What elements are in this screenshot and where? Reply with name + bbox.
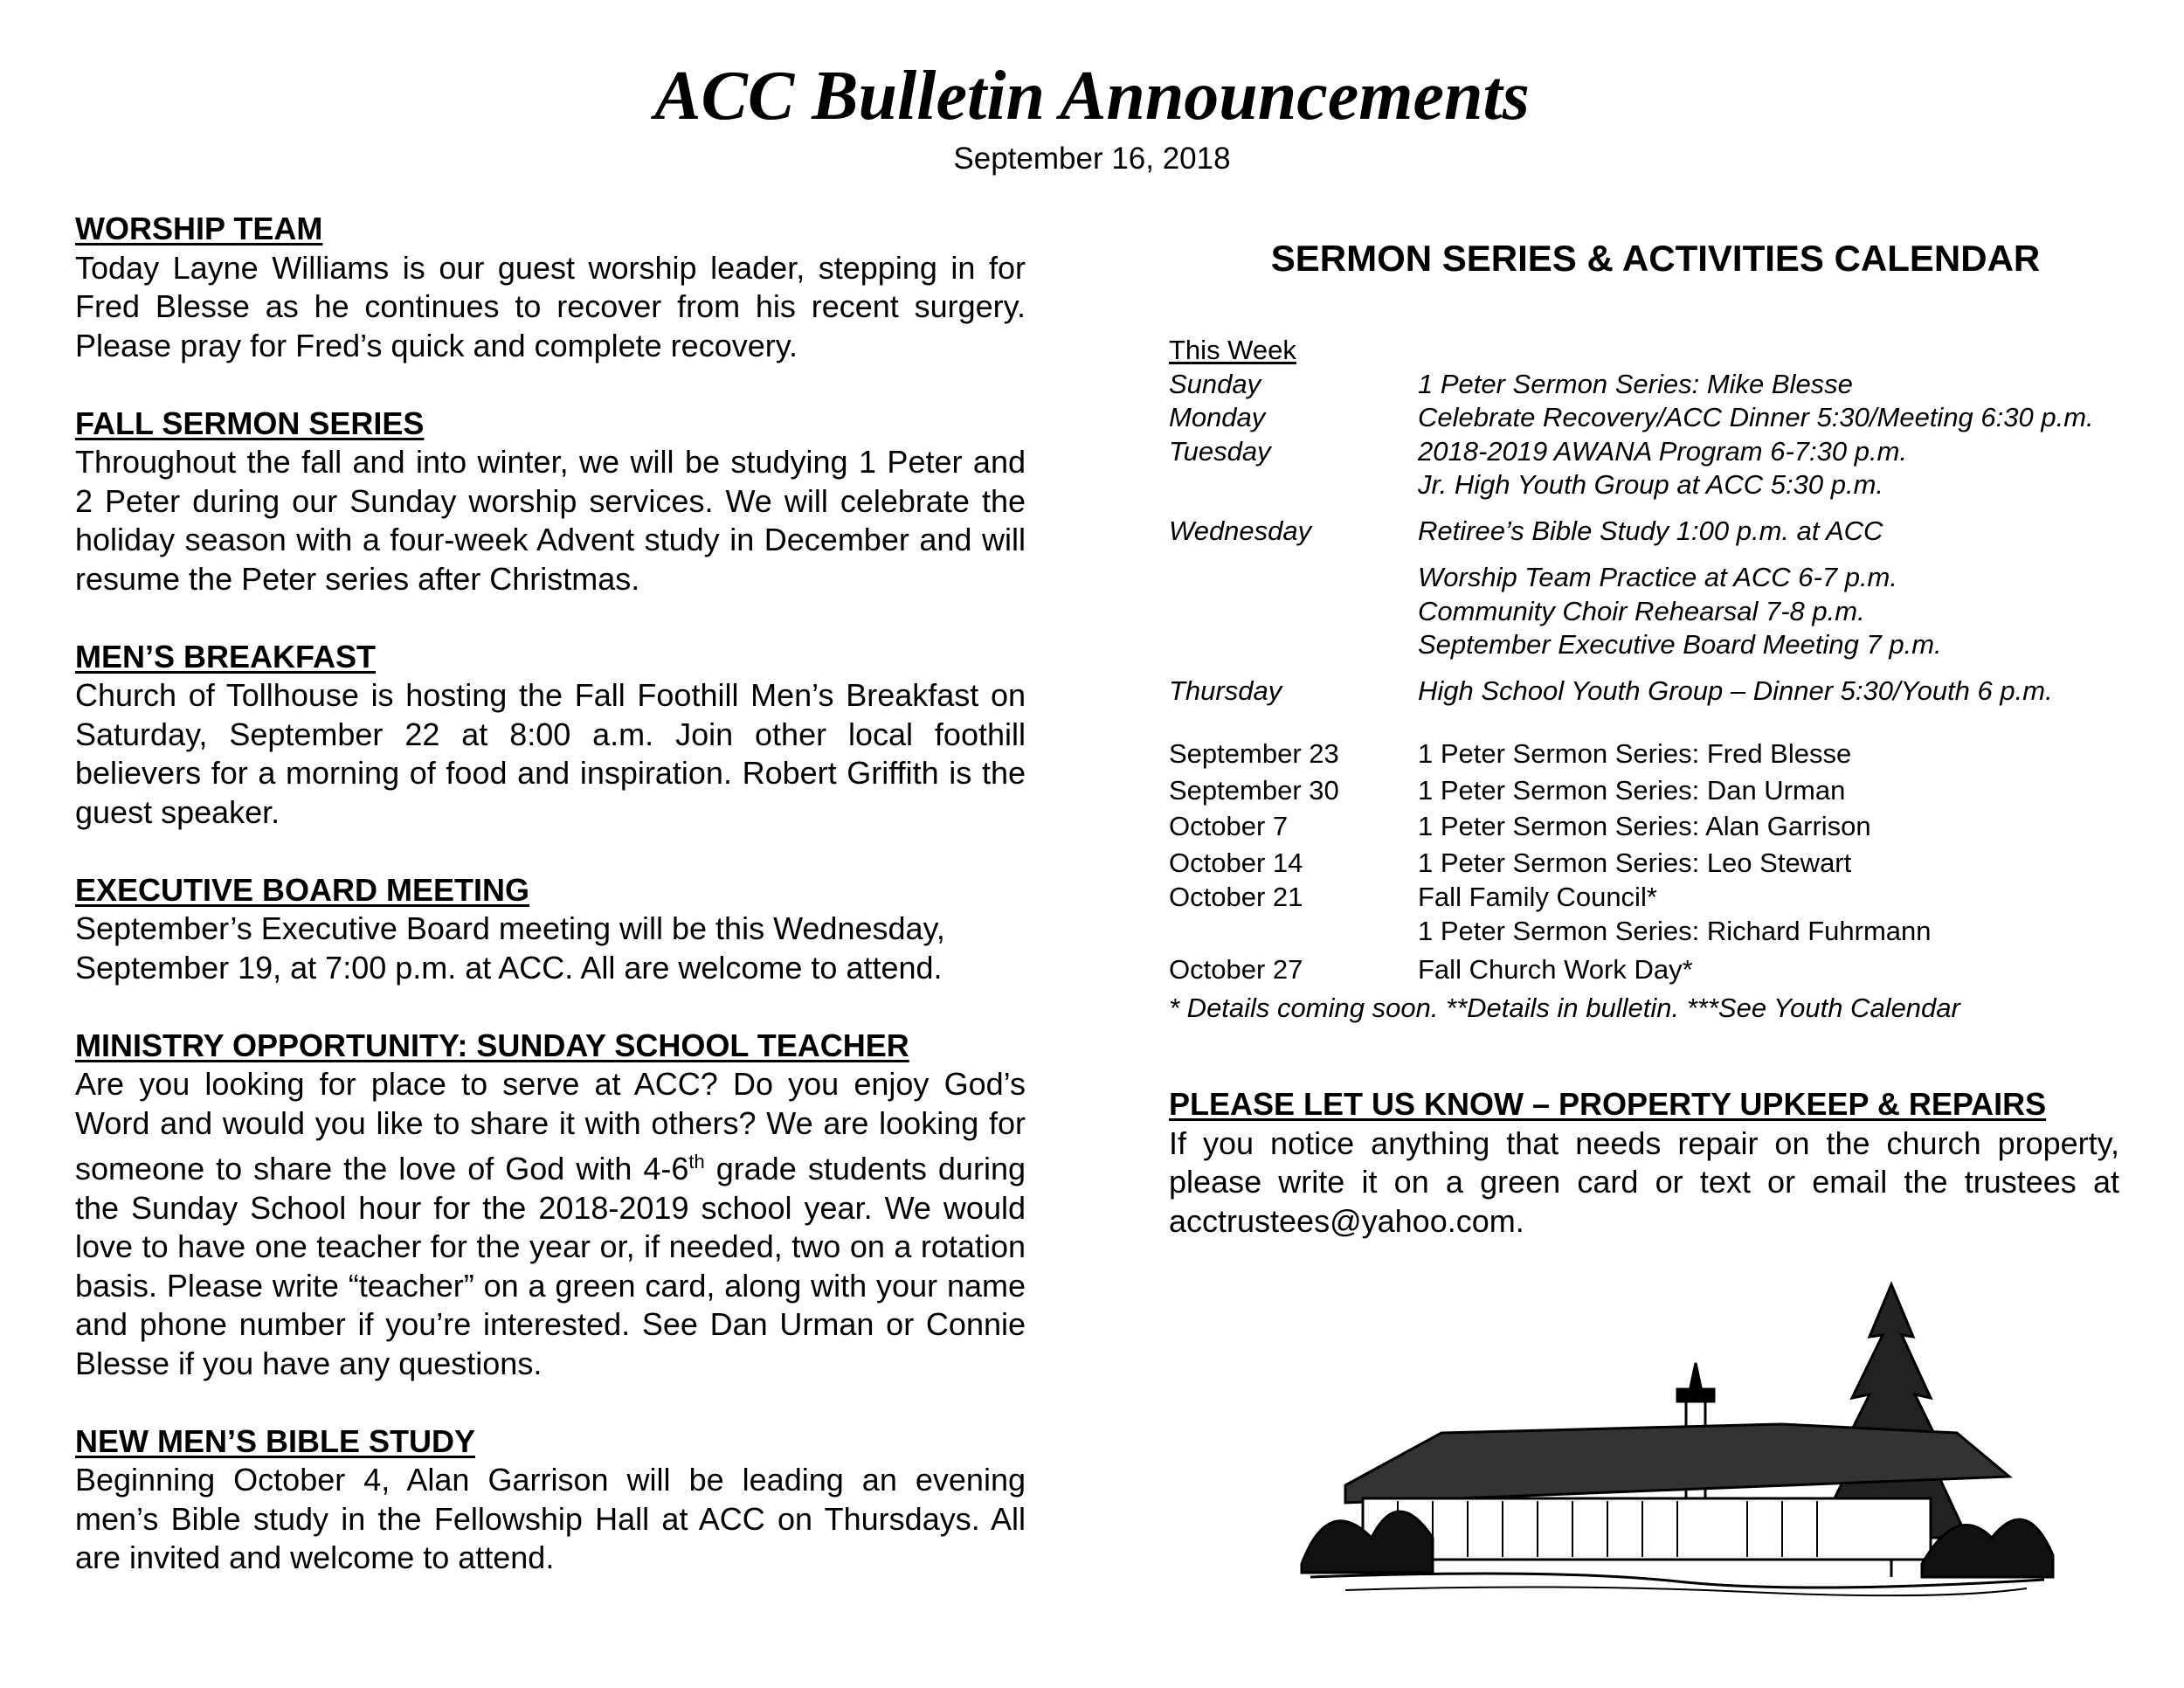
calendar-day: Sunday xyxy=(1169,368,1261,399)
ministry-opportunity-section xyxy=(75,1027,1026,1384)
calendar-event: Retiree’s Bible Study 1:00 p.m. at ACC xyxy=(1418,515,1883,546)
calendar-event: Fall Church Work Day* xyxy=(1418,954,1693,985)
bulletin-title: ACC Bulletin Announcements xyxy=(654,58,1530,135)
church-illustration xyxy=(1293,1276,2062,1608)
section-body: If you notice anything that needs repair on the church property, please write it on a green card or text or email the trustees at acctrustees@yahoo.com. xyxy=(1169,1124,2119,1239)
calendar-row xyxy=(1169,951,2165,988)
section-heading: NEW MEN’S BIBLE STUDY xyxy=(75,1422,476,1459)
section-heading: MINISTRY OPPORTUNITY: SUNDAY SCHOOL TEACHER xyxy=(75,1027,909,1063)
section-heading: WORSHIP TEAM xyxy=(75,211,323,246)
calendar-date: October 27 xyxy=(1169,954,1303,985)
calendar-row xyxy=(1169,881,2165,948)
calendar-row xyxy=(1169,772,2165,809)
property-section xyxy=(1169,1085,2119,1241)
calendar-event: High School Youth Group – Dinner 5:30/Youth 6 p.m. xyxy=(1418,675,2053,706)
section-body: September’s Executive Board meeting will be this Wednesday, September 19, at 7:00 p.m. at ACC. All are welcome to attend. xyxy=(75,910,945,986)
calendar-event: 1 Peter Sermon Series: Alan Garrison xyxy=(1418,811,1871,841)
calendar-event: 1 Peter Sermon Series: Richard Fuhrmann xyxy=(1418,915,1932,946)
section-body: Church of Tollhouse is hosting the Fall Foothill Men’s Breakfast on Saturday, September 22 at 8:00 a.m. Join other local foothill believers for a morning of food and inspiration. Robert Griffith is the guest speaker. xyxy=(75,677,1026,830)
calendar-date: October 7 xyxy=(1169,811,1289,841)
calendar-event: Jr. High Youth Group at ACC 5:30 p.m. xyxy=(1418,469,1884,500)
calendar-event: September Executive Board Meeting 7 p.m. xyxy=(1418,629,1942,660)
calendar-title: SERMON SERIES & ACTIVITIES CALENDAR xyxy=(1270,238,2041,279)
calendar-day: Monday xyxy=(1169,402,1266,432)
calendar-event: 1 Peter Sermon Series: Mike Blesse xyxy=(1418,368,1853,399)
fall-sermon-section xyxy=(75,405,1026,599)
calendar-row xyxy=(1169,736,2165,772)
calendar-row xyxy=(1169,515,2165,662)
church-wall xyxy=(1363,1498,1931,1560)
calendar-day: Tuesday xyxy=(1169,435,1271,467)
calendar-event: 2018-2019 AWANA Program 6-7:30 p.m. xyxy=(1418,435,1908,467)
calendar-row xyxy=(1169,435,2165,502)
calendar-row xyxy=(1169,808,2165,845)
upcoming-dates xyxy=(1169,736,2165,988)
calendar-event: 1 Peter Sermon Series: Dan Urman xyxy=(1418,774,1846,806)
calendar-day: Wednesday xyxy=(1169,515,1312,546)
calendar-event: 1 Peter Sermon Series: Leo Stewart xyxy=(1418,847,1852,878)
calendar-row xyxy=(1169,845,2165,882)
calendar-day: Thursday xyxy=(1169,675,1282,706)
calendar xyxy=(1169,334,2165,1028)
calendar-row xyxy=(1169,368,2165,402)
calendar-event: Celebrate Recovery/ACC Dinner 5:30/Meeting 6:30 p.m. xyxy=(1418,402,2094,432)
worship-team-section xyxy=(75,210,1026,365)
section-body xyxy=(75,1065,1026,1383)
calendar-date: September 23 xyxy=(1169,738,1339,769)
calendar-footnote: * Details coming soon. **Details in bulletin. ***See Youth Calendar xyxy=(1169,992,1960,1023)
calendar-date: October 21 xyxy=(1169,882,1303,912)
calendar-event: 1 Peter Sermon Series: Fred Blesse xyxy=(1418,738,1852,769)
section-heading: MEN’S BREAKFAST xyxy=(75,638,377,675)
calendar-event: Fall Family Council* xyxy=(1418,882,1657,912)
calendar-row xyxy=(1169,401,2165,435)
bulletin-date: September 16, 2018 xyxy=(953,142,1231,176)
section-heading: PLEASE LET US KNOW – PROPERTY UPKEEP & REPAIRS xyxy=(1169,1086,2047,1122)
section-body: Today Layne Williams is our guest worship leader, stepping in for Fred Blesse as he continues to recover from his recent surgery. Please pray for Fred’s quick and complete recovery. xyxy=(75,249,1026,363)
body-text: Are you looking for place to serve at ACC? Do you enjoy God’s Word and would you like to share it with others? We are looking for someone to share the love of God with 4-6 xyxy=(75,1066,1026,1186)
mens-bible-study-section xyxy=(75,1422,1026,1578)
calendar-date: October 14 xyxy=(1169,847,1303,878)
ordinal-suffix: th xyxy=(688,1151,705,1173)
this-week-label: This Week xyxy=(1169,335,1296,365)
calendar-event: Worship Team Practice at ACC 6-7 p.m. xyxy=(1418,562,1897,592)
calendar-date: September 30 xyxy=(1169,774,1339,806)
announcements-column xyxy=(75,210,1026,1616)
executive-board-section xyxy=(75,871,1026,988)
body-text: grade students during the Sunday School hour for the 2018-2019 school year. We would love to have one teacher for the year or, if needed, two on a rotation basis. Please write “teacher” on a green card, along with your name and phone number if you’re interested. See Dan Urman or Connie Blesse if you have any questions. xyxy=(75,1151,1026,1381)
section-body: Throughout the fall and into winter, we will be studying 1 Peter and 2 Peter during our Sunday worship services. We will celebrate the holiday season with a four-week Advent study in December and will resume the Peter series after Christmas. xyxy=(75,444,1026,597)
section-body: Beginning October 4, Alan Garrison will be leading an evening men’s Bible study in the Fellowship Hall at ACC on Thursdays. All are invited and welcome to attend. xyxy=(75,1462,1026,1575)
calendar-row xyxy=(1169,675,2165,709)
calendar-event: Community Choir Rehearsal 7-8 p.m. xyxy=(1418,595,1865,626)
section-heading: EXECUTIVE BOARD MEETING xyxy=(75,871,530,908)
mens-breakfast-section xyxy=(75,638,1026,833)
section-heading: FALL SERMON SERIES xyxy=(75,405,425,441)
